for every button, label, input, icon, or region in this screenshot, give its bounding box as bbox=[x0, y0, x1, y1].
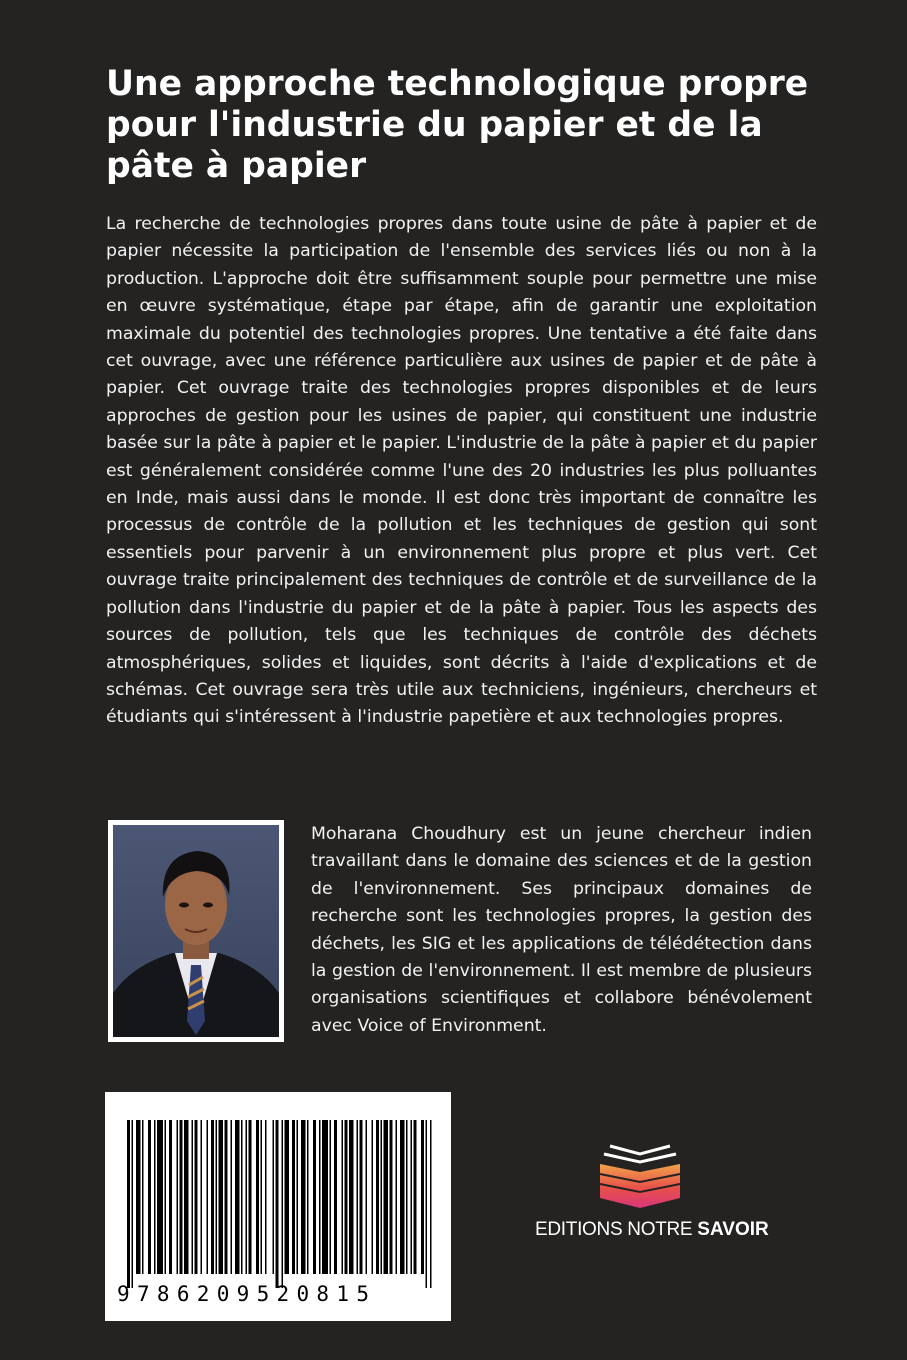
barcode-bar bbox=[430, 1120, 432, 1288]
barcode-bar bbox=[261, 1120, 263, 1274]
book-description: La recherche de technologies propres dans toute usine de pâte à papier et de papier nécessite la participation de l'ensemble des services liés ou non à la production. L'approche doit être suffisamment souple pour permettre une mise en œuvre systématique, étape par étape, afin de garantir une exploitation maximale du potentiel des technologies propres. Une tentative a été faite dans cet ouvrage, avec une référence particulière aux usines de papier et de pâte à papier. Cet ouvrage traite des technologies propres disponibles et de leurs approches de gestion pour les usines de papier, qui constituent une industrie basée sur la pâte à papier et le papier. L'industrie de la pâte à papier et du papier est généralement considérée comme l'une des 20 industries les plus polluantes en Inde, mais aussi dans le monde. Il est donc très important de connaître les processus de contrôle de la pollution et les techniques de gestion qui sont essentiels pour parvenir à un environnement plus propre et plus vert. Cet ouvrage traite principalement des techniques de contrôle et de surveillance de la pollution dans l'industrie du papier et de la pâte à papier. Tous les aspects des sources de pollution, tels que les techniques de contrôle des déchets atmosphériques, solides et liquides, sont décrits à l'aide d'explications et de schémas. Cet ouvrage sera très utile aux techniciens, ingénieurs, chercheurs et étudiants qui s'intéressent à l'industrie papetière et aux technologies propres. bbox=[106, 214, 817, 728]
barcode-bar bbox=[411, 1120, 413, 1274]
barcode-bar bbox=[169, 1120, 172, 1274]
isbn-barcode bbox=[105, 1092, 451, 1321]
barcode-bar bbox=[384, 1120, 389, 1274]
barcode-bar bbox=[426, 1120, 428, 1288]
barcode-bar bbox=[345, 1120, 348, 1274]
barcode-bar bbox=[273, 1120, 275, 1274]
barcode-bar bbox=[207, 1120, 209, 1274]
barcode-bar bbox=[157, 1120, 163, 1274]
barcode-bar bbox=[396, 1120, 398, 1274]
barcode-bar bbox=[414, 1120, 417, 1274]
barcode-bar bbox=[241, 1120, 243, 1274]
isbn-number: 9786209520815 bbox=[117, 1282, 377, 1306]
barcode-bar bbox=[192, 1120, 194, 1274]
barcode-bar bbox=[142, 1120, 144, 1274]
barcode-bar bbox=[219, 1120, 224, 1274]
barcode-bar bbox=[256, 1120, 259, 1274]
barcode-bar bbox=[177, 1120, 179, 1274]
publisher-book-logo-icon bbox=[596, 1142, 684, 1212]
barcode-bar bbox=[132, 1120, 134, 1288]
author-photo bbox=[108, 820, 284, 1042]
barcode-bar bbox=[235, 1120, 240, 1274]
barcode-bar bbox=[276, 1120, 279, 1288]
barcode-bar bbox=[360, 1120, 363, 1274]
barcode-bar bbox=[292, 1120, 295, 1274]
barcode-bar bbox=[216, 1120, 218, 1274]
barcode-bar bbox=[357, 1120, 359, 1274]
publisher-name bbox=[535, 1219, 769, 1241]
barcode-bar bbox=[249, 1120, 252, 1274]
barcode-bar bbox=[381, 1120, 383, 1274]
barcode-bar bbox=[372, 1120, 374, 1274]
publisher-name-bold: SAVOIR bbox=[697, 1219, 769, 1240]
barcode-bar bbox=[211, 1120, 214, 1274]
barcode-bar bbox=[400, 1120, 405, 1274]
barcode-bars bbox=[105, 1092, 451, 1292]
barcode-bar bbox=[231, 1120, 233, 1274]
barcode-bar bbox=[136, 1120, 141, 1274]
barcode-bar bbox=[154, 1120, 156, 1274]
barcode-bar bbox=[184, 1120, 189, 1274]
barcode-bar bbox=[334, 1120, 337, 1274]
barcode-bar bbox=[313, 1120, 316, 1274]
author-biography: Moharana Choudhury est un jeune chercheur indien travaillant dans le domaine des sciences et de la gestion de l'environnement. Ses principaux domaines de recherche sont les technologies propres, la gestion des déchets, les SIG et les applications de télédétection dans la gestion de l'environnement. Il est membre de plusieurs organisations scientifiques et collabore bénévolement avec Voice of Environment. bbox=[311, 824, 812, 1036]
barcode-bar bbox=[201, 1120, 203, 1274]
barcode-bar bbox=[307, 1120, 309, 1274]
barcode-bar bbox=[319, 1120, 321, 1274]
barcode-bar bbox=[322, 1120, 328, 1274]
barcode-bar bbox=[148, 1120, 151, 1274]
barcode-bar bbox=[349, 1120, 354, 1274]
barcode-bar bbox=[301, 1120, 306, 1274]
barcode-bar bbox=[195, 1120, 198, 1274]
barcode-bar bbox=[376, 1120, 379, 1274]
barcode-bar bbox=[180, 1120, 183, 1274]
barcode-bar bbox=[390, 1120, 393, 1274]
barcode-bar bbox=[165, 1120, 167, 1274]
barcode-bar bbox=[225, 1120, 228, 1274]
barcode-bar bbox=[246, 1120, 248, 1274]
barcode-bar bbox=[342, 1120, 344, 1274]
barcode-bar bbox=[127, 1120, 130, 1288]
book-title: Une approche technologique propre pour l'industrie du papier et de la pâte à papier bbox=[106, 64, 809, 186]
publisher-name-light: EDITIONS NOTRE bbox=[535, 1219, 698, 1240]
barcode-bar bbox=[265, 1120, 267, 1274]
barcode-bar bbox=[366, 1120, 368, 1274]
barcode-bar bbox=[282, 1120, 284, 1288]
barcode-bar bbox=[330, 1120, 332, 1274]
barcode-bar bbox=[285, 1120, 290, 1274]
barcode-bar bbox=[297, 1120, 299, 1274]
barcode-bar bbox=[406, 1120, 408, 1274]
barcode-bar bbox=[421, 1120, 424, 1274]
